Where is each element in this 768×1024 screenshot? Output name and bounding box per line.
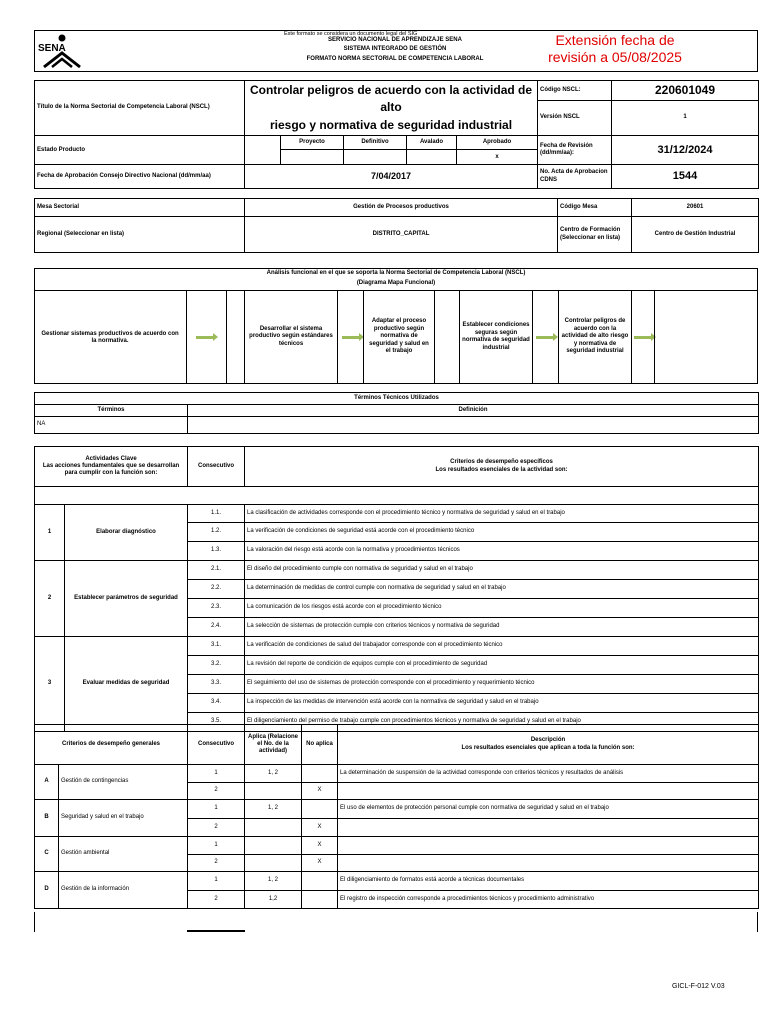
mesa-label: Mesa Sectorial bbox=[35, 199, 245, 217]
mesa-table bbox=[34, 198, 759, 253]
title-label: Título de la Norma Sectorial de Competencia Laboral (NSCL) bbox=[35, 81, 245, 136]
extension-line-1: Extensión fecha de bbox=[555, 32, 675, 48]
general-noaplica bbox=[302, 800, 338, 819]
estado-aprobado-mark: x bbox=[457, 150, 538, 165]
fecha-rev-value: 31/12/2024 bbox=[612, 136, 759, 165]
arrow-icon bbox=[342, 336, 360, 339]
estado-definitivo: Definitivo bbox=[344, 136, 407, 150]
general-aplica bbox=[245, 783, 302, 800]
arrow-icon bbox=[634, 336, 652, 339]
header-format: FORMATO NORMA SECTORIAL DE COMPETENCIA LABORAL bbox=[306, 56, 484, 62]
estado-avalado: Avalado bbox=[407, 136, 457, 150]
functional-box-3: Adaptar el proceso productivo según normativa de seguridad y salud en el trabajo bbox=[363, 290, 435, 384]
title-value-line-1: Controlar peligros de acuerdo con la actividad de alto bbox=[249, 83, 533, 115]
arrow-icon bbox=[536, 336, 554, 339]
regional-label: Regional (Seleccionar en lista) bbox=[35, 217, 245, 253]
codigo-mesa-value: 20601 bbox=[632, 199, 759, 217]
general-name: Gestión de la información bbox=[59, 872, 188, 909]
activity-criterion: La determinación de medidas de control cumple con normativa de seguridad y salud en el trabajo bbox=[245, 580, 759, 599]
title-value-line-2: riesgo y normativa de seguridad industrial bbox=[269, 117, 513, 132]
centro-value: Centro de Gestión Industrial bbox=[632, 217, 759, 253]
activity-criterion: La selección de sistemas de protección cumple con criterios técnicos y normativa de seguridad bbox=[245, 618, 759, 637]
activities-crit-header bbox=[245, 447, 759, 487]
general-aplica: 1, 2 bbox=[245, 800, 302, 819]
general-noaplica bbox=[302, 872, 338, 891]
activity-criterion: El seguimiento del uso de sistemas de protección corresponde con el procedimiento y requerimiento técnico bbox=[245, 675, 759, 694]
fecha-rev-label: Fecha de Revisión (dd/mm/aa): bbox=[538, 136, 612, 165]
estado-aprobado: Aprobado bbox=[457, 136, 538, 150]
general-consec: 1 bbox=[188, 800, 245, 819]
codigo-label: Código NSCL: bbox=[538, 81, 612, 101]
sena-logo bbox=[38, 33, 86, 69]
estado-proyecto-cell bbox=[281, 150, 344, 165]
general-letter: A bbox=[35, 765, 59, 800]
codigo-mesa-label: Código Mesa bbox=[558, 199, 632, 217]
estado-label: Estado Producto bbox=[35, 136, 245, 165]
activity-num: 1 bbox=[35, 505, 65, 561]
activity-criterion: El diseño del procedimiento cumple con normativa de seguridad y salud en el trabajo bbox=[245, 561, 759, 580]
fecha-aprob-value: 7/04/2017 bbox=[245, 165, 538, 189]
activity-criterion: La verificación de condiciones de salud del trabajador corresponde con el procedimiento técnico bbox=[245, 637, 759, 656]
activities-header-1: Actividades Clave bbox=[85, 455, 137, 462]
general-aplica: 1, 2 bbox=[245, 872, 302, 891]
terms-col-term: Términos bbox=[35, 405, 188, 417]
activities-header-2: Las acciones fundamentales que se desarrollan para cumplir con la función son: bbox=[42, 462, 180, 477]
extension-line-2: revisión a 05/08/2025 bbox=[548, 49, 682, 65]
general-aplica bbox=[245, 837, 302, 855]
mesa-value: Gestión de Procesos productivos bbox=[245, 199, 558, 217]
activity-consec: 3.2. bbox=[188, 656, 245, 675]
activity-consec: 3.4. bbox=[188, 694, 245, 713]
activity-consec: 1.1. bbox=[188, 505, 245, 523]
activity-consec: 2.3. bbox=[188, 599, 245, 618]
activity-consec: 1.3. bbox=[188, 542, 245, 561]
general-name: Gestión ambiental bbox=[59, 837, 188, 872]
codigo-value: 220601049 bbox=[612, 81, 759, 101]
activity-consec: 2.2. bbox=[188, 580, 245, 599]
general-noaplica: X bbox=[302, 783, 338, 800]
regional-value: DISTRITO_CAPITAL bbox=[245, 217, 558, 253]
activity-num: 3 bbox=[35, 637, 65, 732]
general-desc bbox=[338, 819, 759, 837]
arrow-icon bbox=[196, 336, 214, 339]
header-org: SERVICIO NACIONAL DE APRENDIZAJE SENA bbox=[328, 37, 462, 43]
activities-consec-header: Consecutivo bbox=[188, 447, 245, 487]
general-noaplica bbox=[302, 765, 338, 783]
general-crit-header: Criterios de desempeño generales bbox=[35, 725, 188, 765]
general-aplica-header: Aplica (Relacione el No. de la actividad) bbox=[245, 725, 302, 765]
functional-box-2: Desarrollar el sistema productivo según estándares técnicos bbox=[244, 290, 338, 384]
general-desc: La determinación de suspensión de la actividad corresponde con criterios técnicos y resultados de análisis bbox=[338, 765, 759, 783]
general-noaplica: X bbox=[302, 837, 338, 855]
terms-title: Términos Técnicos Utilizados bbox=[35, 393, 759, 405]
general-consec: 1 bbox=[188, 872, 245, 891]
terms-table bbox=[34, 392, 759, 434]
general-consec: 2 bbox=[188, 819, 245, 837]
activity-criterion: La clasificación de actividades corresponde con el procedimiento técnico y normativa de seguridad y salud en el trabajo bbox=[245, 505, 759, 523]
terms-col-def: Definición bbox=[188, 405, 759, 417]
activity-criterion: El diligenciamiento del permiso de trabajo cumple con procedimientos técnicos y normativa de seguridad y salud en el trabajo bbox=[245, 713, 759, 732]
activity-criterion: La comunicación de los riesgos está acorde con el procedimiento técnico bbox=[245, 599, 759, 618]
header-note: Este formato se considera un documento legal del SIG bbox=[284, 31, 418, 37]
functional-subtitle: (Diagrama Mapa Funcional) bbox=[356, 280, 436, 286]
activity-consec: 3.5. bbox=[188, 713, 245, 732]
general-desc: El uso de elementos de protección personal cumple con normativa de seguridad y salud en el trabajo bbox=[338, 800, 759, 819]
activity-criterion: La verificación de condiciones de seguridad está acorde con el procedimiento técnico bbox=[245, 523, 759, 542]
general-noaplica: X bbox=[302, 855, 338, 872]
activities-crit-header-1: Criterios de desempeño específicos bbox=[450, 459, 553, 466]
general-desc-header bbox=[338, 725, 759, 765]
version-value: 1 bbox=[612, 101, 759, 136]
activity-consec: 3.3. bbox=[188, 675, 245, 694]
functional-box-4: Establecer condiciones seguras según normativa de seguridad industrial bbox=[459, 290, 533, 384]
version-label: Versión NSCL bbox=[538, 101, 612, 136]
general-aplica bbox=[245, 819, 302, 837]
general-consec: 2 bbox=[188, 855, 245, 872]
general-consec: 2 bbox=[188, 783, 245, 800]
general-noaplica: X bbox=[302, 819, 338, 837]
activity-consec: 3.1. bbox=[188, 637, 245, 656]
activities-crit-header-2: Los resultados esenciales de la actividad son: bbox=[435, 466, 568, 473]
header-system: SISTEMA INTEGRADO DE GESTIÓN bbox=[343, 46, 447, 52]
estado-definitivo-cell bbox=[344, 150, 407, 165]
functional-box-5: Controlar peligros de acuerdo con la actividad de alto riesgo y normativa de seguridad industrial bbox=[558, 290, 632, 384]
centro-label: Centro de Formación (Seleccionar en lista) bbox=[558, 217, 632, 253]
general-desc: El registro de inspección corresponde a procedimientos técnicos y procedimiento administrativo bbox=[338, 891, 759, 909]
general-desc-header-2: Los resultados esenciales que aplican a toda la función son: bbox=[461, 744, 635, 751]
general-consec: 2 bbox=[188, 891, 245, 909]
sena-logo-icon bbox=[38, 33, 86, 69]
general-consec: 1 bbox=[188, 765, 245, 783]
functional-title: Análisis funcional en el que se soporta la Norma Sectorial de Competencia Laboral (NSCL) bbox=[266, 270, 526, 276]
general-consec: 1 bbox=[188, 837, 245, 855]
general-consec-header: Consecutivo bbox=[188, 725, 245, 765]
activity-criterion: La valoración del riesgo está acorde con la normativa y procedimientos técnicos bbox=[245, 542, 759, 561]
logo-text: SENA bbox=[38, 43, 66, 54]
acta-label: No. Acta de Aprobacion CDNS bbox=[538, 165, 612, 189]
title-value bbox=[245, 81, 538, 136]
general-letter: D bbox=[35, 872, 59, 909]
activity-criterion: La revisión del reporte de condición de equipos cumple con el procedimiento de seguridad bbox=[245, 656, 759, 675]
info-table bbox=[34, 80, 759, 189]
activity-criterion: La inspección de las medidas de intervención está acorde con la normativa de seguridad y salud en el trabajo bbox=[245, 694, 759, 713]
activity-consec: 1.2. bbox=[188, 523, 245, 542]
estado-avalado-cell bbox=[407, 150, 457, 165]
activity-consec: 2.4. bbox=[188, 618, 245, 637]
activities-table bbox=[34, 446, 759, 732]
term-def bbox=[188, 417, 759, 434]
general-desc bbox=[338, 783, 759, 800]
general-desc-header-1: Descripción bbox=[530, 737, 566, 744]
general-desc: El diligenciamiento de formatos está acorde a técnicas documentales bbox=[338, 872, 759, 891]
general-letter: C bbox=[35, 837, 59, 872]
functional-box-1: Gestionar sistemas productivos de acuerdo con la normativa. bbox=[38, 296, 182, 380]
general-noaplica-header: No aplica bbox=[302, 725, 338, 765]
activity-name: Elaborar diagnóstico bbox=[65, 505, 188, 561]
fecha-aprob-label: Fecha de Aprobación Consejo Directivo Nacional (dd/mm/aa) bbox=[35, 165, 245, 189]
general-name: Seguridad y salud en el trabajo bbox=[59, 800, 188, 837]
general-aplica: 1,2 bbox=[245, 891, 302, 909]
activities-header bbox=[35, 447, 188, 487]
signature-line bbox=[187, 930, 245, 932]
activity-consec: 2.1. bbox=[188, 561, 245, 580]
general-desc bbox=[338, 837, 759, 855]
general-aplica bbox=[245, 855, 302, 872]
general-aplica: 1, 2 bbox=[245, 765, 302, 783]
acta-value: 1544 bbox=[612, 165, 759, 189]
activity-name: Evaluar medidas de seguridad bbox=[65, 637, 188, 732]
general-desc bbox=[338, 855, 759, 872]
general-letter: B bbox=[35, 800, 59, 837]
general-name: Gestión de contingencias bbox=[59, 765, 188, 800]
activity-name: Establecer parámetros de seguridad bbox=[65, 561, 188, 637]
extension-note bbox=[530, 32, 700, 66]
general-table bbox=[34, 724, 759, 909]
general-noaplica bbox=[302, 891, 338, 909]
activity-num: 2 bbox=[35, 561, 65, 637]
footer-code: GICL-F-012 V.03 bbox=[672, 983, 725, 990]
term-value: NA bbox=[35, 417, 188, 434]
estado-proyecto: Proyecto bbox=[281, 136, 344, 150]
